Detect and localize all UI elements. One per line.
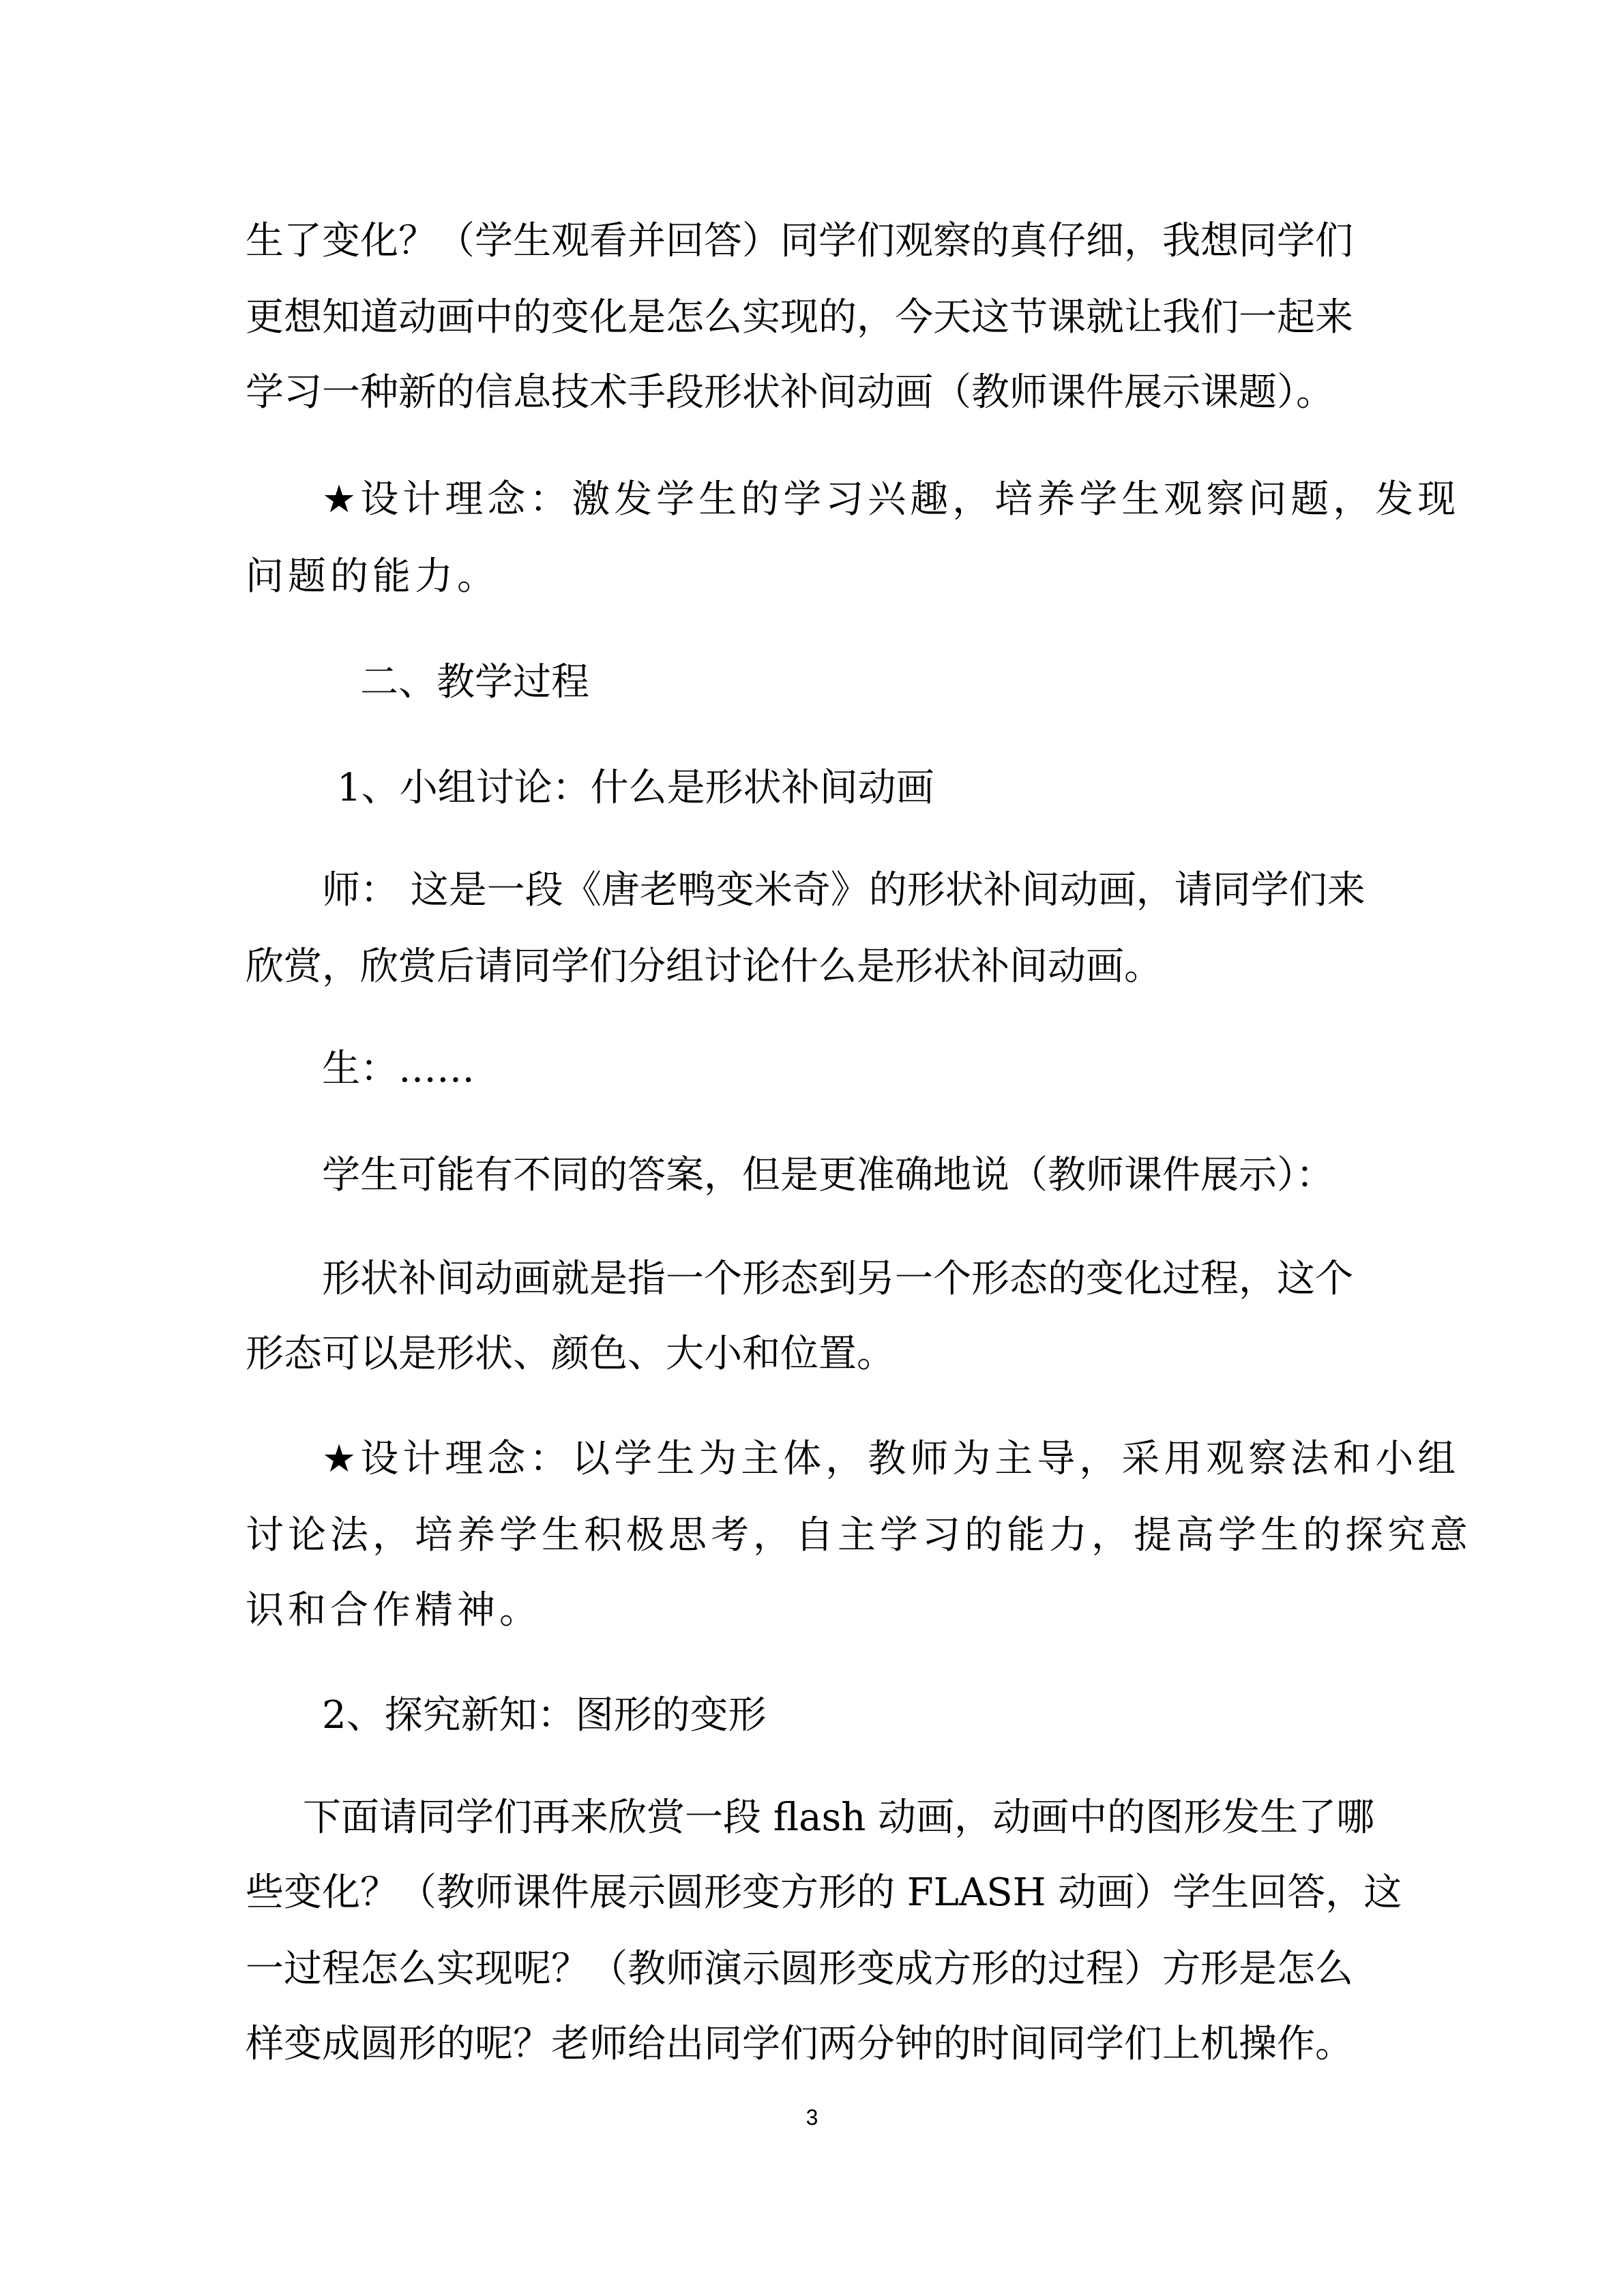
paragraph-line: 生了变化？（学生观看并回答）同学们观察的真仔细，我想同学们	[246, 219, 1353, 263]
design-concept-line: 问题的能力。	[246, 554, 499, 599]
subsection-heading: 1、小组讨论：什么是形状补间动画	[337, 766, 934, 810]
paragraph-line: 欣赏，欣赏后请同学们分组讨论什么是形状补间动画。	[246, 944, 1162, 989]
design-concept-line: ★设计理念：激发学生的学习兴趣，培养学生观察问题，发现	[322, 477, 1460, 522]
paragraph-line: 形态可以是形状、颜色、大小和位置。	[246, 1332, 895, 1376]
design-concept-line: 识和合作精神。	[246, 1588, 542, 1632]
page-number: 3	[806, 2105, 818, 2130]
paragraph-line: 学习一种新的信息技术手段形状补间动画（教师课件展示课题）。	[246, 370, 1334, 415]
subsection-heading: 2、探究新知：图形的变形	[322, 1693, 767, 1738]
paragraph-line: 更想知道动画中的变化是怎么实现的，今天这节课就让我们一起来	[246, 295, 1353, 340]
design-concept-line: 讨论法，培养学生积极思考，自主学习的能力，提高学生的探究意	[246, 1513, 1472, 1557]
paragraph-line: 形状补间动画就是指一个形态到另一个形态的变化过程，这个	[322, 1257, 1353, 1301]
paragraph-line: 师： 这是一段《唐老鸭变米奇》的形状补间动画，请同学们来	[322, 868, 1365, 912]
paragraph-line: 学生可能有不同的答案，但是更准确地说（教师课件展示）：	[322, 1153, 1334, 1197]
section-heading: 二、教学过程	[360, 660, 589, 704]
paragraph-line: 样变成圆形的呢？老师给出同学们两分钟的时间同学们上机操作。	[246, 2022, 1353, 2066]
paragraph-line: 一过程怎么实现呢？（教师演示圆形变成方形的过程）方形是怎么	[246, 1947, 1353, 1991]
paragraph-line: 些变化？（教师课件展示圆形变方形的 FLASH 动画）学生回答，这	[246, 1870, 1402, 1915]
design-concept-line: ★设计理念：以学生为主体，教师为主导，采用观察法和小组	[322, 1437, 1460, 1481]
paragraph-line: 下面请同学们再来欣赏一段 flash 动画，动画中的图形发生了哪	[303, 1795, 1375, 1840]
paragraph-line: 生：……	[322, 1047, 475, 1091]
